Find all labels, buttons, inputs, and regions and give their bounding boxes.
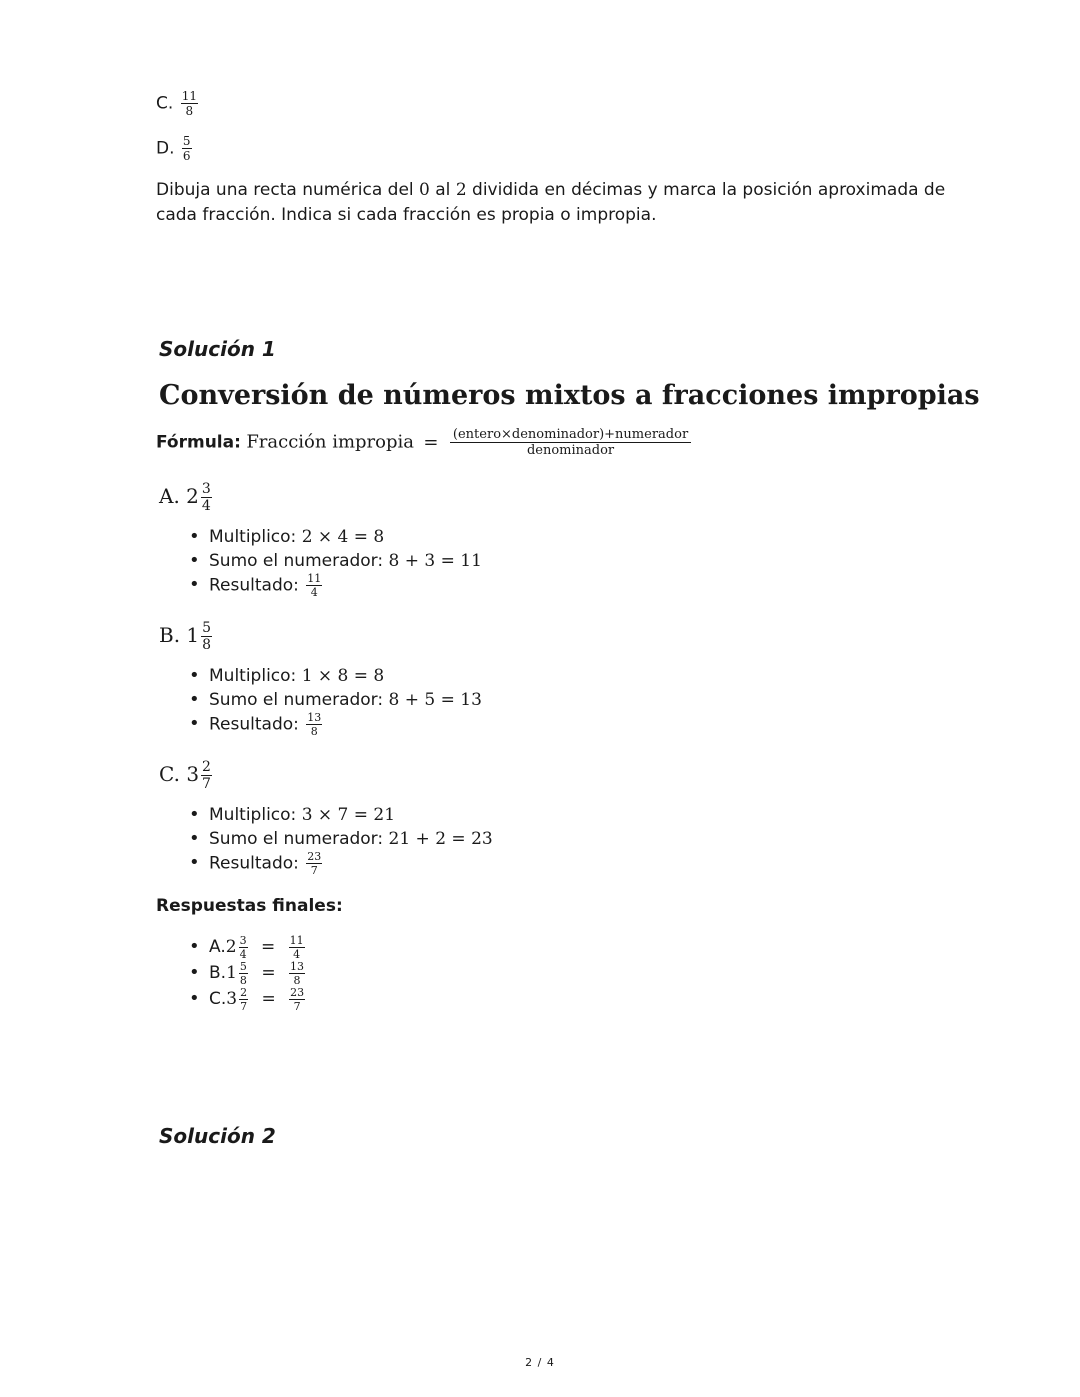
option-d: [156, 135, 194, 162]
fraction: $\frac{5}{8}$: [202, 620, 212, 653]
solution-2-heading: Solución 2: [159, 1124, 276, 1148]
list-item: • Resultado: $\frac{23}{7}$: [185, 851, 493, 875]
fraction: [181, 90, 198, 117]
formula-fraction: [450, 428, 691, 457]
formula-lhs: Fracción impropia: [246, 431, 415, 453]
page-title: Conversión de números mixtos a fracciones impropias: [159, 380, 980, 411]
list-item: • Resultado: $\frac{11}{4}$: [185, 573, 482, 597]
denominator: denominador: [526, 443, 615, 458]
list-item: • Resultado: $\frac{13}{8}$: [185, 712, 482, 736]
final-answers-list: [185, 934, 307, 1012]
fraction: [182, 135, 192, 162]
instruction-paragraph: Dibuja una recta numérica del 0 al 2 dividida en décimas y marca la posición aproximada de cada fracción. Indica si cada fracción es propia o impropia.: [156, 180, 946, 225]
list-item: • Multiplico: 1 × 8 = 8: [185, 664, 482, 688]
list-item: • A.2 $\frac{3}{4}$ = $\frac{11}{4}$: [185, 934, 307, 960]
item-c-heading: C. 3 $\frac{2}{7}$: [159, 759, 211, 792]
item-a-heading: A. 2 $\frac{3}{4}$: [159, 481, 211, 514]
item-b-steps: [185, 664, 482, 736]
item-b-heading: B. 1 $\frac{5}{8}$: [159, 620, 212, 653]
item-c-steps: [185, 803, 493, 875]
list-item: • B.1 $\frac{5}{8}$ = $\frac{13}{8}$: [185, 960, 307, 986]
item-a-steps: [185, 525, 482, 597]
final-answers-heading: Respuestas finales:: [156, 896, 343, 916]
option-label: C.: [156, 93, 174, 114]
option-c: [156, 90, 200, 117]
list-item: • Multiplico: 2 × 4 = 8: [185, 525, 482, 549]
formula: Fórmula: Fracción impropia = $\frac{\text{(entero×denominador)+numerador}}{\text{denominador}}$: [156, 428, 693, 457]
list-item: • Sumo el numerador: 8 + 3 = 11: [185, 549, 482, 573]
list-item: • Sumo el numerador: 8 + 5 = 13: [185, 688, 482, 712]
list-item: • C.3 $\frac{2}{7}$ = $\frac{23}{7}$: [185, 986, 307, 1012]
page-number: 2 / 4: [525, 1356, 555, 1369]
fraction: $\frac{3}{4}$: [201, 481, 211, 514]
formula-label: Fórmula:: [156, 432, 241, 453]
fraction: $\frac{2}{7}$: [202, 759, 211, 792]
numerator: 11: [181, 89, 197, 103]
numerator: 5: [182, 134, 191, 148]
denominator: 6: [182, 149, 191, 163]
option-label: D.: [156, 138, 175, 159]
numerator: (entero×denominador)+numerador: [450, 428, 691, 443]
solution-1-heading: Solución 1: [159, 337, 276, 361]
denominator: 8: [185, 104, 194, 118]
list-item: • Multiplico: 3 × 7 = 21: [185, 803, 493, 827]
list-item: • Sumo el numerador: 21 + 2 = 23: [185, 827, 493, 851]
